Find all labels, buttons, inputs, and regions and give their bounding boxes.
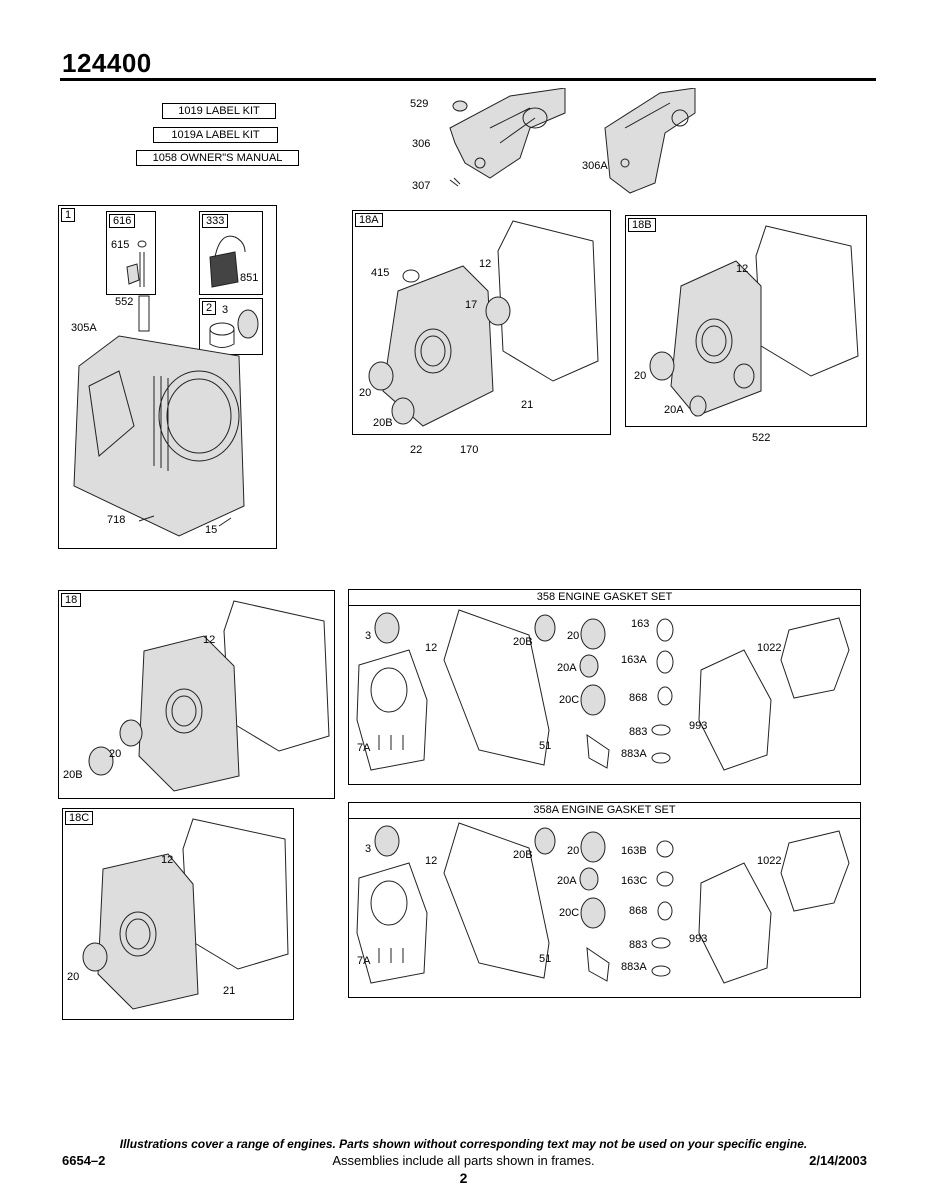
- subframe-2-label: 2: [202, 301, 216, 315]
- part-12-18a: 12: [479, 258, 492, 270]
- part-20b-18a: 20B: [373, 417, 393, 429]
- part-51-358: 51: [539, 740, 552, 752]
- sump-18-drawing: [59, 591, 334, 798]
- part-20-358a: 20: [567, 845, 580, 857]
- part-1022-358a: 1022: [757, 855, 782, 867]
- part-21-18a: 21: [521, 399, 534, 411]
- part-20c-358a: 20C: [559, 907, 580, 919]
- part-3-frame1: 3: [222, 304, 229, 316]
- part-21-18c: 21: [223, 985, 236, 997]
- sump-18b-drawing: [626, 216, 866, 426]
- part-163b-358a: 163B: [621, 845, 647, 857]
- part-20a-358: 20A: [557, 662, 577, 674]
- part-12-18: 12: [203, 634, 216, 646]
- subframe-616-label: 616: [109, 214, 135, 228]
- part-20a-358a: 20A: [557, 875, 577, 887]
- cylinder-block-drawing: [59, 206, 276, 548]
- part-868-358: 868: [629, 692, 648, 704]
- page-number: 2: [459, 1170, 468, 1186]
- frame-18a-sump: [352, 210, 611, 435]
- part-22: 22: [410, 444, 423, 456]
- set-358-title: 358 ENGINE GASKET SET: [349, 591, 860, 606]
- frame-18b-sump: [625, 215, 867, 427]
- part-20b-358a: 20B: [513, 849, 533, 861]
- part-306a: 306A: [582, 160, 608, 172]
- frame-18-label: 18: [61, 593, 81, 607]
- part-718: 718: [107, 514, 126, 526]
- part-12-18c: 12: [161, 854, 174, 866]
- part-3-358: 3: [365, 630, 372, 642]
- part-883-358a: 883: [629, 939, 648, 951]
- sump-18c-drawing: [63, 809, 293, 1019]
- part-15: 15: [205, 524, 218, 536]
- part-993-358a: 993: [689, 933, 708, 945]
- gasket-set-358-drawing: [349, 590, 860, 784]
- part-883a-358a: 883A: [621, 961, 647, 973]
- frame-18a-label: 18A: [355, 213, 383, 227]
- part-163c-358a: 163C: [621, 875, 648, 887]
- part-552: 552: [115, 296, 134, 308]
- part-20-358: 20: [567, 630, 580, 642]
- part-7a-358: 7A: [357, 742, 371, 754]
- part-7a-358a: 7A: [357, 955, 371, 967]
- part-883a-358: 883A: [621, 748, 647, 760]
- part-20-18: 20: [109, 748, 122, 760]
- part-305a: 305A: [71, 322, 97, 334]
- part-415: 415: [371, 267, 390, 279]
- part-851: 851: [240, 272, 259, 284]
- frame-1-label: 1: [61, 208, 75, 222]
- part-883-358: 883: [629, 726, 648, 738]
- model-number-title: 124400: [62, 48, 152, 78]
- part-1022-358: 1022: [757, 642, 782, 654]
- sump-18a-drawing: [353, 211, 610, 434]
- part-170: 170: [460, 444, 479, 456]
- frame-18c-label: 18C: [65, 811, 93, 825]
- assemblies-note: Assemblies include all parts shown in frames.: [332, 1153, 595, 1168]
- part-163-358: 163: [631, 618, 650, 630]
- part-20b-358: 20B: [513, 636, 533, 648]
- part-12-18b: 12: [736, 263, 749, 275]
- kit-owners-manual: 1058 OWNER"S MANUAL: [136, 150, 299, 166]
- document-number: 6654–2: [62, 1153, 106, 1168]
- header-rule: [60, 78, 876, 81]
- frame-358-gasket-set: [348, 589, 861, 785]
- part-20b-18: 20B: [63, 769, 83, 781]
- part-20a-18b: 20A: [664, 404, 684, 416]
- frame-18c-sump: [62, 808, 294, 1020]
- blower-housing-drawing: [410, 88, 710, 198]
- part-529: 529: [410, 98, 429, 110]
- part-306: 306: [412, 138, 431, 150]
- frame-18b-label: 18B: [628, 218, 656, 232]
- frame-1-cylinder: [58, 205, 277, 549]
- document-date: 2/14/2003: [809, 1153, 867, 1168]
- part-20-18c: 20: [67, 971, 80, 983]
- part-307: 307: [412, 180, 431, 192]
- part-12-358a: 12: [425, 855, 438, 867]
- part-522: 522: [752, 432, 771, 444]
- part-20-18b: 20: [634, 370, 647, 382]
- part-12-358: 12: [425, 642, 438, 654]
- part-20c-358: 20C: [559, 694, 580, 706]
- part-17: 17: [465, 299, 478, 311]
- set-358a-title: 358A ENGINE GASKET SET: [349, 804, 860, 819]
- part-163a-358: 163A: [621, 654, 647, 666]
- illustration-disclaimer: Illustrations cover a range of engines. Parts shown without corresponding text may not be used on your specific engine.: [119, 1137, 808, 1151]
- part-20-18a: 20: [359, 387, 372, 399]
- part-993-358: 993: [689, 720, 708, 732]
- gasket-set-358a-drawing: [349, 803, 860, 997]
- blower-housing-illustration: [410, 88, 710, 198]
- part-615: 615: [111, 239, 130, 251]
- kit-label-1019: 1019 LABEL KIT: [162, 103, 276, 119]
- part-868-358a: 868: [629, 905, 648, 917]
- part-3-358a: 3: [365, 843, 372, 855]
- frame-18-sump: [58, 590, 335, 799]
- part-51-358a: 51: [539, 953, 552, 965]
- subframe-333-label: 333: [202, 214, 228, 228]
- kit-label-1019a: 1019A LABEL KIT: [153, 127, 278, 143]
- frame-358a-gasket-set: [348, 802, 861, 998]
